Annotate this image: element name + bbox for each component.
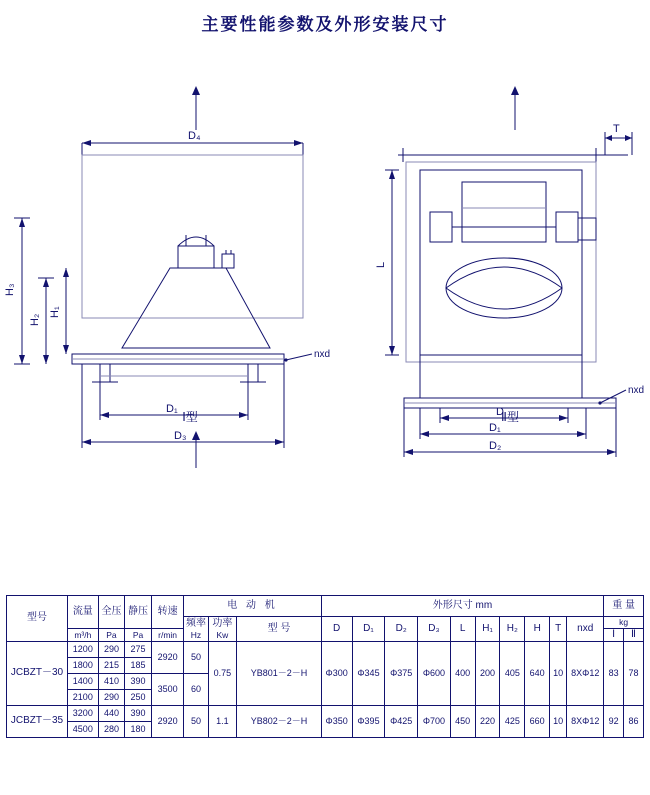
label-d1-left: D₁ (166, 403, 178, 415)
cell-freq: 50 (184, 706, 208, 738)
cell-weight-1: 92 (604, 706, 624, 738)
cell-freq: 50 (184, 642, 208, 674)
technical-drawings (0, 60, 650, 490)
th-freq (184, 617, 208, 642)
th-power-label: 功率 (212, 617, 233, 629)
cell-total-pressure: 440 (98, 706, 125, 722)
th-power-unit: Kw (216, 630, 229, 640)
cell-flow: 1400 (67, 674, 98, 690)
caption-type-1: Ⅰ型 (182, 410, 198, 424)
label-t: T (613, 123, 620, 135)
th-dims: 外形尺寸 mm (321, 596, 604, 617)
cell-static-pressure: 180 (125, 722, 152, 738)
label-h2: H₂ (29, 313, 41, 326)
cell-dim-l: 400 (450, 642, 475, 706)
cell-total-pressure: 410 (98, 674, 125, 690)
th-dim-h2: H₂ (500, 617, 525, 642)
th-dim-d: D (321, 617, 352, 642)
cell-dim-d1: Φ395 (352, 706, 385, 738)
cell-static-pressure: 185 (125, 658, 152, 674)
drawing-svg (0, 60, 650, 490)
cell-dim-d3: Φ600 (418, 642, 451, 706)
label-h3: H₃ (4, 283, 16, 296)
label-l: L (375, 261, 387, 268)
cell-dim-d2: Φ375 (385, 642, 418, 706)
cell-dim-d3: Φ700 (418, 706, 451, 738)
cell-flow: 2100 (67, 690, 98, 706)
th-dim-d1: D₁ (352, 617, 385, 642)
cell-dim-h2: 405 (500, 642, 525, 706)
th-freq-label: 频率 (185, 617, 206, 629)
cell-flow: 1800 (67, 658, 98, 674)
th-dim-d3: D₃ (418, 617, 451, 642)
th-speed: 转速 (151, 596, 183, 629)
cell-total-pressure: 215 (98, 658, 125, 674)
table-header-row-1 (7, 596, 644, 617)
cell-dim-d: Φ350 (321, 706, 352, 738)
page-title: 主要性能参数及外形安装尺寸 (201, 15, 449, 34)
th-static-pressure-unit: Pa (125, 628, 152, 642)
th-dim-h1: H₁ (475, 617, 500, 642)
th-model: 型号 (7, 596, 68, 642)
cell-dim-d2: Φ425 (385, 706, 418, 738)
th-flow: 流量 (67, 596, 98, 629)
cell-speed: 2920 (151, 642, 183, 674)
cell-dim-h: 660 (525, 706, 550, 738)
cell-total-pressure: 290 (98, 690, 125, 706)
cell-dim-t: 10 (550, 706, 567, 738)
table-row (7, 706, 644, 722)
th-total-pressure-unit: Pa (98, 628, 125, 642)
th-dim-l: L (450, 617, 475, 642)
th-dim-t: T (550, 617, 567, 642)
cell-dim-nxd: 8XΦ12 (567, 642, 604, 706)
spec-table-wrap (6, 595, 644, 738)
th-dim-h: H (525, 617, 550, 642)
cell-power: 0.75 (208, 642, 237, 706)
cell-motor-model: YB802－2－H (237, 706, 321, 738)
cell-dim-l: 450 (450, 706, 475, 738)
th-dim-d2: D₂ (385, 617, 418, 642)
label-h1: H₁ (49, 306, 61, 318)
cell-static-pressure: 275 (125, 642, 152, 658)
cell-static-pressure: 390 (125, 674, 152, 690)
cell-dim-h: 640 (525, 642, 550, 706)
th-dim-nxd: nxd (567, 617, 604, 642)
spec-table (6, 595, 644, 738)
th-weight-type-2: Ⅱ (624, 628, 644, 642)
label-d1-right: D₁ (489, 422, 501, 434)
cell-model: JCBZT－35 (7, 706, 68, 738)
th-freq-unit: Hz (190, 630, 202, 640)
cell-motor-model: YB801－2－H (237, 642, 321, 706)
cell-flow: 1200 (67, 642, 98, 658)
th-static-pressure: 静压 (125, 596, 152, 629)
label-d3-left: D₃ (174, 430, 187, 442)
th-motor: 电 动 机 (184, 596, 321, 617)
th-weight: 重 量 (604, 596, 644, 617)
th-speed-unit: r/min (151, 628, 183, 642)
th-weight-unit: kg (604, 617, 644, 629)
cell-total-pressure: 280 (98, 722, 125, 738)
label-d-right: D (496, 406, 504, 418)
table-row (7, 642, 644, 658)
cell-weight-2: 78 (624, 642, 644, 706)
cell-power: 1.1 (208, 706, 237, 738)
cell-weight-2: 86 (624, 706, 644, 738)
th-power (208, 617, 237, 642)
cell-dim-d: Φ300 (321, 642, 352, 706)
th-total-pressure: 全压 (98, 596, 125, 629)
cell-dim-d1: Φ345 (352, 642, 385, 706)
cell-dim-nxd: 8XΦ12 (567, 706, 604, 738)
caption-type-2: Ⅱ型 (501, 410, 519, 424)
cell-flow: 4500 (67, 722, 98, 738)
cell-speed: 2920 (151, 706, 183, 738)
cell-static-pressure: 390 (125, 706, 152, 722)
label-d2-right: D₂ (489, 440, 502, 452)
th-weight-type-1: Ⅰ (604, 628, 624, 642)
cell-dim-h1: 220 (475, 706, 500, 738)
cell-dim-t: 10 (550, 642, 567, 706)
th-motor-model: 型 号 (237, 617, 321, 642)
cell-flow: 3200 (67, 706, 98, 722)
cell-total-pressure: 290 (98, 642, 125, 658)
cell-dim-h1: 200 (475, 642, 500, 706)
cell-dim-h2: 425 (500, 706, 525, 738)
cell-weight-1: 83 (604, 642, 624, 706)
cell-static-pressure: 250 (125, 690, 152, 706)
label-nxd-left: nxd (314, 349, 331, 360)
cell-freq: 60 (184, 674, 208, 706)
label-nxd-right: nxd (628, 385, 645, 396)
cell-speed: 3500 (151, 674, 183, 706)
th-flow-unit: m³/h (67, 628, 98, 642)
label-d4: D₄ (188, 130, 201, 142)
cell-model: JCBZT－30 (7, 642, 68, 706)
